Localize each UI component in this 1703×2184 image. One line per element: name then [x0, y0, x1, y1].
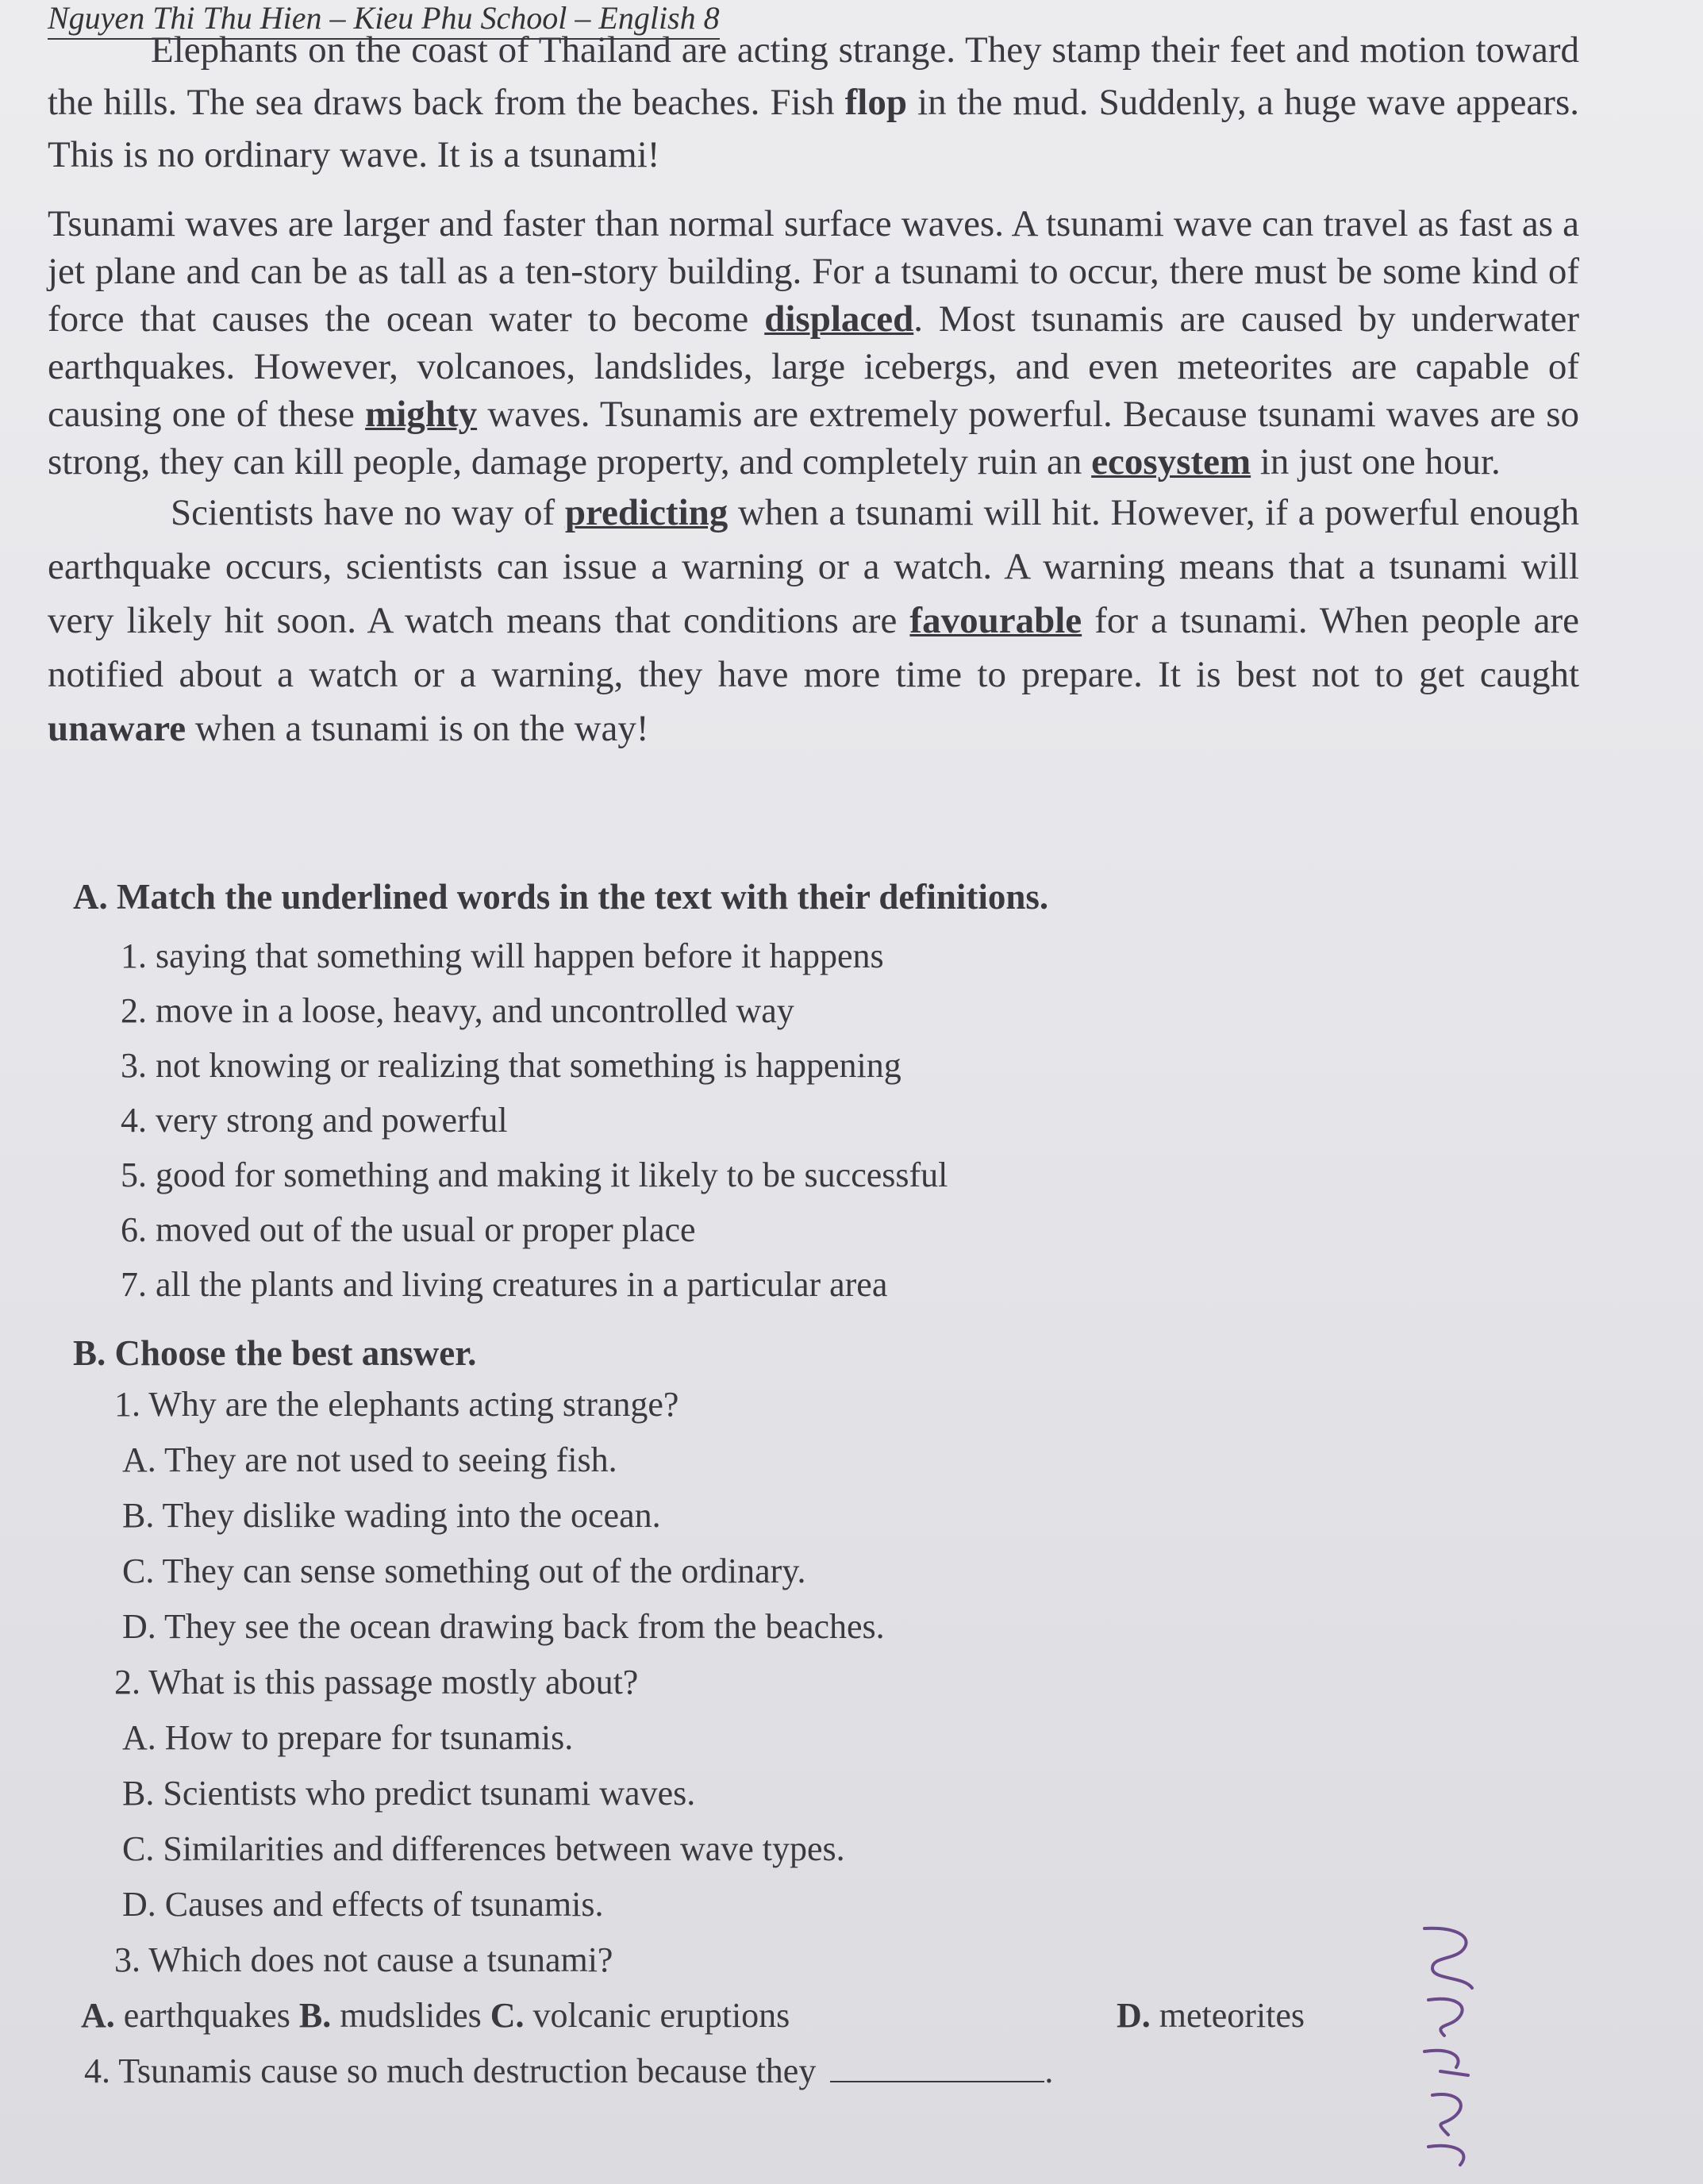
keyword-ecosystem: ecosystem	[1091, 441, 1251, 483]
keyword-favourable: favourable	[909, 600, 1082, 641]
keyword-flop: flop	[844, 82, 907, 123]
keyword-mighty: mighty	[365, 394, 478, 435]
question-3: 3. Which does not cause a tsunami?	[114, 1940, 613, 1979]
question-3-options	[81, 1988, 1581, 2044]
definition-item: 1. saying that something will happen before it happens	[121, 936, 884, 975]
keyword-predicting: predicting	[564, 492, 728, 533]
passage-paragraph-3: Scientists have no way of predicting when a tsunami will hit. However, if a powerful enough earthquake occurs, scientists can issue a warning or a watch. A warning means that a tsunami will very likely hit soon. A watch means that conditions are favourable for a tsunami. When people are notified about a watch or a warning, they have more time to prepare. It is best not to get caught unaware when a tsunami is on the way!	[48, 492, 1579, 749]
question-1: 1. Why are the elephants acting strange?	[114, 1385, 679, 1424]
answer-option[interactable]: C. They can sense something out of the ordinary.	[122, 1551, 806, 1590]
passage-paragraph-1: Elephants on the coast of Thailand are acting strange. They stamp their feet and motion toward the hills. The sea draws back from the beaches. Fish flop in the mud. Suddenly, a huge wave appears. This is no ordinary wave. It is a tsunami!	[48, 29, 1579, 175]
answer-option[interactable]: B. They dislike wading into the ocean.	[122, 1496, 661, 1535]
definition-item: 6. moved out of the usual or proper place	[121, 1210, 696, 1249]
question-2: 2. What is this passage mostly about?	[114, 1663, 639, 1701]
definition-item: 5. good for something and making it likely to be successful	[121, 1155, 948, 1194]
handwritten-note-drawing	[1409, 1913, 1496, 2182]
reading-passage	[48, 24, 1579, 756]
answer-option[interactable]: A. earthquakes B. mudslides C. volcanic eruptions	[81, 1996, 790, 2035]
answer-option[interactable]: A. They are not used to seeing fish.	[122, 1440, 617, 1479]
section-a-title: A. Match the underlined words in the text with their definitions.	[73, 877, 1049, 917]
definition-item: 3. not knowing or realizing that something is happening	[121, 1046, 901, 1085]
page-header: Nguyen Thi Thu Hien – Kieu Phu School – English 8	[48, 0, 720, 40]
answer-option[interactable]: D. Causes and effects of tsunamis.	[122, 1885, 604, 1924]
section-a	[73, 873, 1581, 1312]
answer-option[interactable]: B. Scientists who predict tsunami waves.	[122, 1774, 696, 1813]
question-4: 4. Tsunamis cause so much destruction because they .	[84, 2044, 1581, 2099]
definition-item: 2. move in a loose, heavy, and uncontrolled way	[121, 991, 794, 1030]
passage-paragraph-2: Tsunami waves are larger and faster than normal surface waves. A tsunami wave can travel as fast as a jet plane and can be as tall as a ten-story building. For a tsunami to occur, there must be some kind of force that causes the ocean water to become displaced. Most tsunamis are caused by underwater earthquakes. However, volcanoes, landslides, large icebergs, and even meteorites are capable of causing one of these mighty waves. Tsunamis are extremely powerful. Because tsunami waves are so strong, they can kill people, damage property, and completely ruin an ecosystem in just one hour.	[48, 203, 1579, 483]
answer-blank[interactable]	[830, 2049, 1044, 2082]
definition-list	[121, 929, 1581, 1312]
keyword-displaced: displaced	[764, 298, 914, 340]
section-b	[73, 1329, 1581, 2099]
answer-option[interactable]: D. meteorites	[1117, 1996, 1305, 2035]
definition-item: 4. very strong and powerful	[121, 1101, 508, 1140]
answer-option[interactable]: D. They see the ocean drawing back from the beaches.	[122, 1607, 885, 1646]
keyword-unaware: unaware	[48, 708, 186, 749]
answer-option[interactable]: A. How to prepare for tsunamis.	[122, 1718, 574, 1757]
answer-option[interactable]: C. Similarities and differences between wave types.	[122, 1829, 845, 1868]
section-b-title: B. Choose the best answer.	[73, 1333, 477, 1373]
definition-item: 7. all the plants and living creatures in a particular area	[121, 1265, 888, 1304]
